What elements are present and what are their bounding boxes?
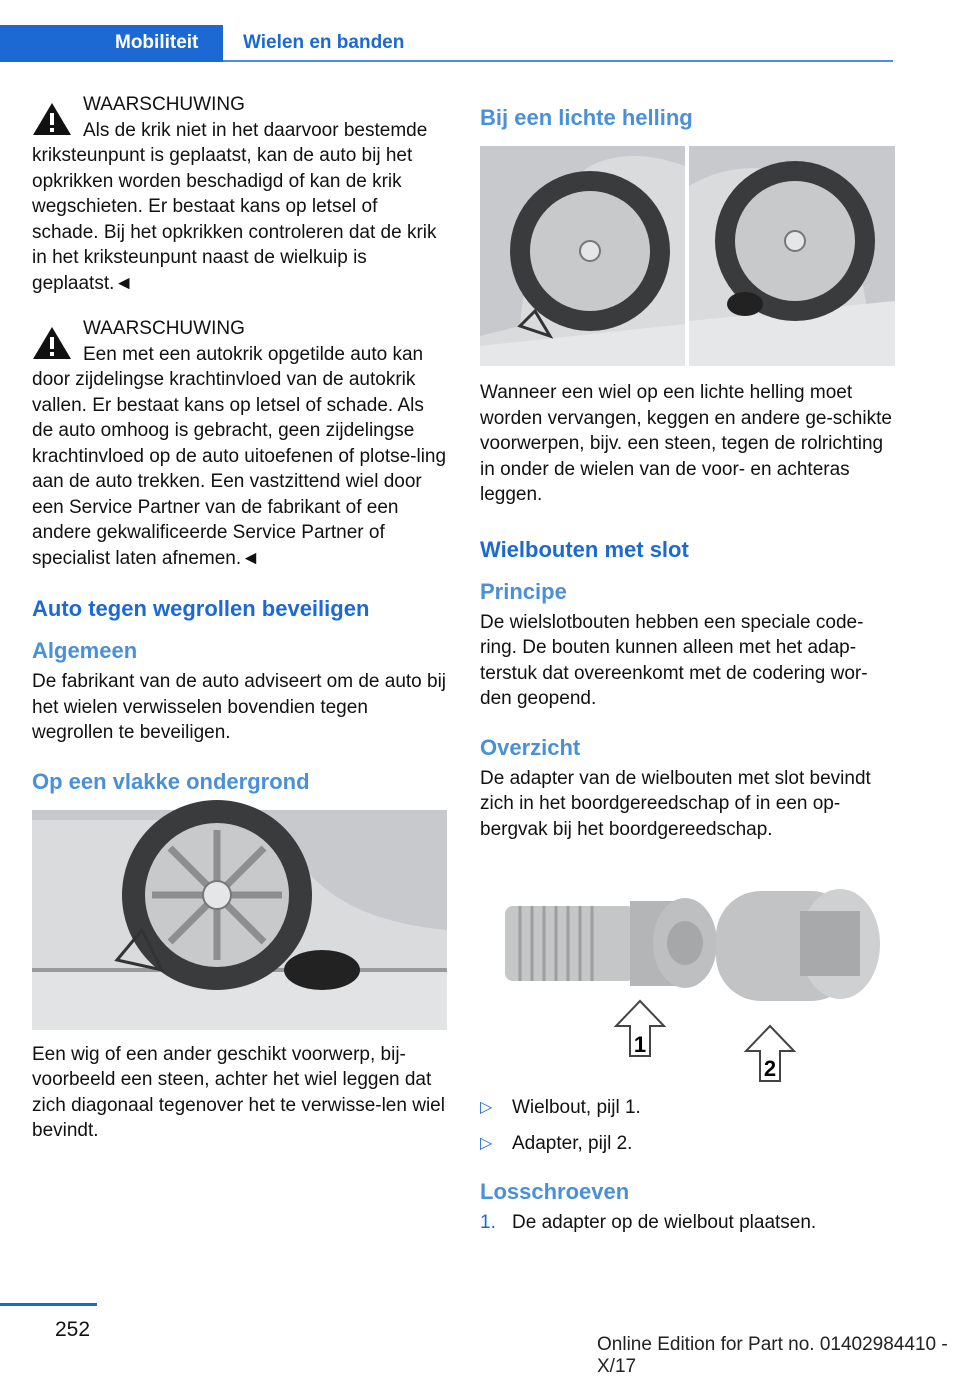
step-number: 1. bbox=[480, 1212, 496, 1233]
image-wheels-on-slope bbox=[480, 146, 895, 366]
warning-triangle-icon bbox=[32, 326, 72, 360]
overzicht-text: De adapter van de wielbouten met slot bevindt zich in het boordgereedschap of in een op-bergvak bij het boordgereedschap. bbox=[480, 767, 871, 840]
algemeen-text: De fabrikant van de auto adviseert om de auto bij het wielen verwisselen bovendien tegen wegrollen te beveiligen. bbox=[32, 671, 447, 743]
page-number: 252 bbox=[55, 1318, 91, 1341]
list-item-text: Wielbout, pijl 1. bbox=[512, 1097, 641, 1118]
principe-text: De wielslotbouten hebben een speciale code-ring. De bouten kunnen alleen met het adap-terstuk dat overeenkomt met de codering wor-den geopend. bbox=[480, 611, 868, 709]
arrow-label-1: 1 bbox=[633, 1032, 647, 1057]
warning-text-first-line: Als de krik niet in het daarvoor bestemde bbox=[83, 119, 428, 141]
warning-title: WAARSCHUWING bbox=[83, 94, 245, 115]
tab-mobiliteit[interactable]: Mobiliteit bbox=[0, 25, 223, 62]
list-item-text: Adapter, pijl 2. bbox=[512, 1132, 633, 1154]
helling-text: Wanneer een wiel op een lichte helling moet worden vervangen, keggen en andere ge-schikte voorwerpen, bijv. een steen, tegen de rolrichting in onder de wielen van de voor- en achteras leggen. bbox=[480, 382, 892, 505]
left-column bbox=[32, 92, 447, 1144]
list-item bbox=[480, 1131, 895, 1157]
header-tabs bbox=[0, 25, 893, 62]
section-title-wegrollen: Auto tegen wegrollen beveiligen bbox=[32, 596, 370, 621]
subsection-title-vlak: Op een vlakke ondergrond bbox=[32, 768, 310, 794]
step-item bbox=[480, 1210, 895, 1236]
warning-text-first-line: Een met een autokrik opgetilde auto kan bbox=[83, 343, 424, 365]
vlak-text: Een wig of een ander geschikt voorwerp, bij-voorbeeld een steen, achter het wiel leggen dat zich diagonaal tegenover het te verwisse-len wiel bevindt. bbox=[32, 1043, 445, 1141]
warning-block-2 bbox=[32, 316, 447, 571]
tab-wielen-en-banden[interactable]: Wielen en banden bbox=[243, 32, 405, 53]
warning-text: door zijdelingse krachtinvloed van de autokrik vallen. Er bestaat kans op letsel of schade. Als de auto omhoog is gebracht, geen zijdelingse krachtinvloed op de auto uitoefenen of plotse-ling aan de auto trekken. Een vastzittend wiel door een Service Partner van de fabrikant of een andere gekwalificeerde Service Partner of specialist laten afnemen.◄ bbox=[32, 369, 447, 569]
subsection-title-losschroeven: Losschroeven bbox=[480, 1179, 630, 1204]
subsection-title-helling: Bij een lichte helling bbox=[480, 105, 693, 130]
list-item bbox=[480, 1095, 895, 1121]
image-bolt-and-adapter bbox=[480, 856, 895, 1081]
subsection-title-principe: Principe bbox=[480, 578, 567, 604]
warning-triangle-icon bbox=[32, 102, 72, 136]
triangle-bullet-icon: ▷ bbox=[480, 1134, 493, 1152]
subsection-title-overzicht: Overzicht bbox=[480, 734, 581, 760]
footer-accent-line bbox=[0, 1303, 97, 1306]
right-column bbox=[480, 104, 895, 1246]
section-title-wielbouten: Wielbouten met slot bbox=[480, 536, 689, 562]
warning-text: kriksteunpunt is geplaatst, kan de auto bij het opkrikken worden beschadigd of kan de krik wegschieten. Er bestaat kans op letsel of schade. Bij het opkrikken controleren dat de krik in het kriksteunpunt naast de wielkuip is geplaatst.◄ bbox=[32, 145, 437, 294]
image-wheel-flat-ground bbox=[32, 810, 447, 1030]
warning-block-1 bbox=[32, 92, 447, 296]
arrow-label-2: 2 bbox=[763, 1056, 777, 1081]
triangle-bullet-icon: ▷ bbox=[480, 1099, 493, 1116]
subsection-title-algemeen: Algemeen bbox=[32, 638, 138, 663]
step-text: De adapter op de wielbout plaatsen. bbox=[512, 1212, 817, 1233]
legend-list bbox=[480, 1095, 895, 1156]
warning-title: WAARSCHUWING bbox=[83, 318, 245, 339]
edition-text: Online Edition for Part no. 01402984410 - X/17 bbox=[597, 1334, 948, 1377]
